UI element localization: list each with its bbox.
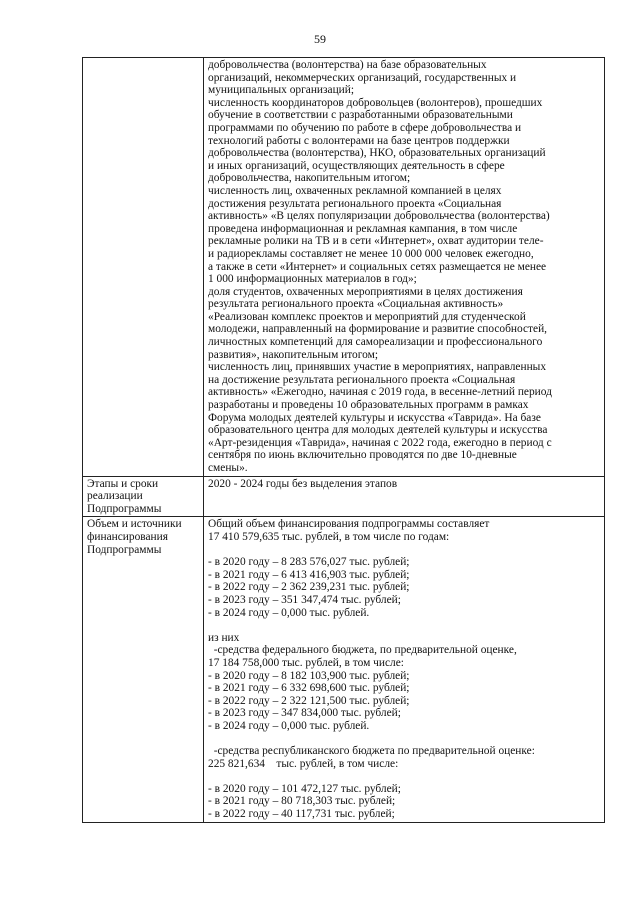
row-content-line: добровольчества (волонтерства) на базе образовательных xyxy=(208,59,487,71)
row-content-line: обучение в соответствии с разработанными образовательными xyxy=(208,109,513,122)
row-content-line: достижения результата регионального проекта «Социальная xyxy=(208,197,502,210)
row-label-line: Этапы и сроки xyxy=(87,477,159,490)
row-content-line: активность» «В целях популяризации добровольчества (волонтерства) xyxy=(208,210,550,223)
row-content-line: 1 000 информационных материалов в год»; xyxy=(208,273,417,286)
row-content-line: а также в сети «Интернет» и социальных сетях размещается не менее xyxy=(208,260,547,273)
blank-line xyxy=(208,770,601,783)
row-content-line: рекламные ролики на ТВ и в сети «Интернет», охват аудитории теле- xyxy=(208,235,544,248)
row-content-line: -средства федерального бюджета, по предварительной оценке, xyxy=(208,644,517,657)
row-content-line: численность лиц, охваченных рекламной компанией в целях xyxy=(208,184,502,197)
row-content-line: - в 2020 году – 8 182 103,900 тыс. рублей; xyxy=(208,669,410,682)
row-content-cell xyxy=(204,517,605,822)
row-content-line: муниципальных организаций; xyxy=(208,84,355,97)
row-content-line: из них xyxy=(208,631,240,644)
row-content-line: результата регионального проекта «Социальная активность» xyxy=(208,298,504,311)
row-content-line: - в 2021 году – 6 413 416,903 тыс. рублей; xyxy=(208,568,410,581)
passport-table xyxy=(82,57,605,823)
row-content-line: численность лиц, принявших участие в мероприятиях, направленных xyxy=(208,361,547,374)
row-content-line: сентября по июнь включительно проводятся по две 10-дневные xyxy=(208,449,517,462)
row-content-line: разработаны и проведены 10 образовательных программ в рамках xyxy=(208,399,529,412)
row-content-line: организаций, некоммерческих организаций, государственных и xyxy=(208,71,517,84)
row-content-line: на достижение результата регионального проекта «Социальная xyxy=(208,373,516,386)
table-row-indicators xyxy=(83,58,605,477)
row-content-line: 2020 - 2024 годы без выделения этапов xyxy=(208,477,398,490)
row-label-cell xyxy=(83,517,204,822)
row-content-line: - в 2022 году – 2 362 239,231 тыс. рублей; xyxy=(208,581,410,594)
row-content-cell xyxy=(204,58,605,477)
row-content-line: молодежи, направленный на формирование и развитие способностей, xyxy=(208,323,548,336)
row-content-line: - в 2024 году – 0,000 тыс. рублей. xyxy=(208,606,370,619)
row-content-line: и радиорекламы составляет не менее 10 000 000 человек ежегодно, xyxy=(208,247,534,260)
row-content-line: численность координаторов добровольцев (волонтеров), прошедших xyxy=(208,96,543,109)
row-label-line: реализации xyxy=(87,490,143,503)
row-content-line: Общий объем финансирования подпрограммы составляет xyxy=(208,518,490,531)
row-content-line: - в 2022 году – 40 117,731 тыс. рублей; xyxy=(208,808,395,821)
row-content-line: 17 184 758,000 тыс. рублей, в том числе: xyxy=(208,656,404,669)
blank-line xyxy=(208,619,601,632)
row-content-line: - в 2020 году – 101 472,127 тыс. рублей; xyxy=(208,782,401,795)
row-content-line: Форума молодых деятелей культуры и искусства «Таврида». На базе xyxy=(208,411,541,424)
row-content-line: личностных компетенций для самореализации и профессионального xyxy=(208,336,543,349)
row-content-line: добровольчества (волонтерства), НКО, образовательных организаций xyxy=(208,147,546,160)
blank-line xyxy=(208,544,601,557)
row-label-line: Объем и источники xyxy=(87,518,182,531)
row-content-line: программами по обучению по работе в сфере добровольчества и xyxy=(208,121,522,134)
table-row-stages xyxy=(83,476,605,517)
row-label-line: Подпрограммы xyxy=(87,502,162,515)
row-content-line: доля студентов, охваченных мероприятиями в целях достижения xyxy=(208,285,523,298)
row-content-line: - в 2023 году – 351 347,474 тыс. рублей; xyxy=(208,593,401,606)
row-content-line: - в 2023 году – 347 834,000 тыс. рублей; xyxy=(208,707,401,720)
row-content-line: технологий работы с волонтерами на базе центров поддержки xyxy=(208,134,510,147)
row-content-line: проведена информационная и рекламная кампания, в том числе xyxy=(208,222,518,235)
row-content-line: - в 2021 году – 80 718,303 тыс. рублей; xyxy=(208,795,396,808)
row-content-line: 225 821,634 тыс. рублей, в том числе: xyxy=(208,757,399,770)
page-number: 59 xyxy=(314,32,326,46)
row-content-line: - в 2020 году – 8 283 576,027 тыс. рублей; xyxy=(208,556,410,569)
row-content-cell xyxy=(204,476,605,517)
row-content-line: добровольчества, накопительным итогом; xyxy=(208,172,411,185)
row-content-line: образовательного центра для молодых деятелей культуры и искусства xyxy=(208,424,548,437)
table-row-financing xyxy=(83,517,605,822)
row-content-line: «Арт-резиденция «Таврида», начиная с 2022 года, ежегодно в период с xyxy=(208,436,552,449)
row-content-line: «Реализован комплекс проектов и мероприятий для студенческой xyxy=(208,310,526,323)
blank-line xyxy=(208,732,601,745)
row-content-line: смены». xyxy=(208,462,248,474)
row-content-line: - в 2022 году – 2 322 121,500 тыс. рублей; xyxy=(208,694,410,707)
row-label-cell xyxy=(83,476,204,517)
row-content-line: и иных организаций, осуществляющих деятельность в сфере xyxy=(208,159,505,172)
row-content-line: - в 2024 году – 0,000 тыс. рублей. xyxy=(208,719,370,732)
row-content-line: -средства республиканского бюджета по предварительной оценке: xyxy=(208,745,535,758)
row-label-line: Подпрограммы xyxy=(87,543,162,556)
row-content-line: активность» «Ежегодно, начиная с 2019 года, в весенне-летний период xyxy=(208,386,552,399)
row-content-line: - в 2021 году – 6 332 698,600 тыс. рублей; xyxy=(208,682,410,695)
row-label-cell xyxy=(83,58,204,477)
row-content-line: развития», накопительным итогом; xyxy=(208,348,378,361)
row-label-line: финансирования xyxy=(87,530,168,543)
row-content-line: 17 410 579,635 тыс. рублей, в том числе по годам: xyxy=(208,530,450,543)
